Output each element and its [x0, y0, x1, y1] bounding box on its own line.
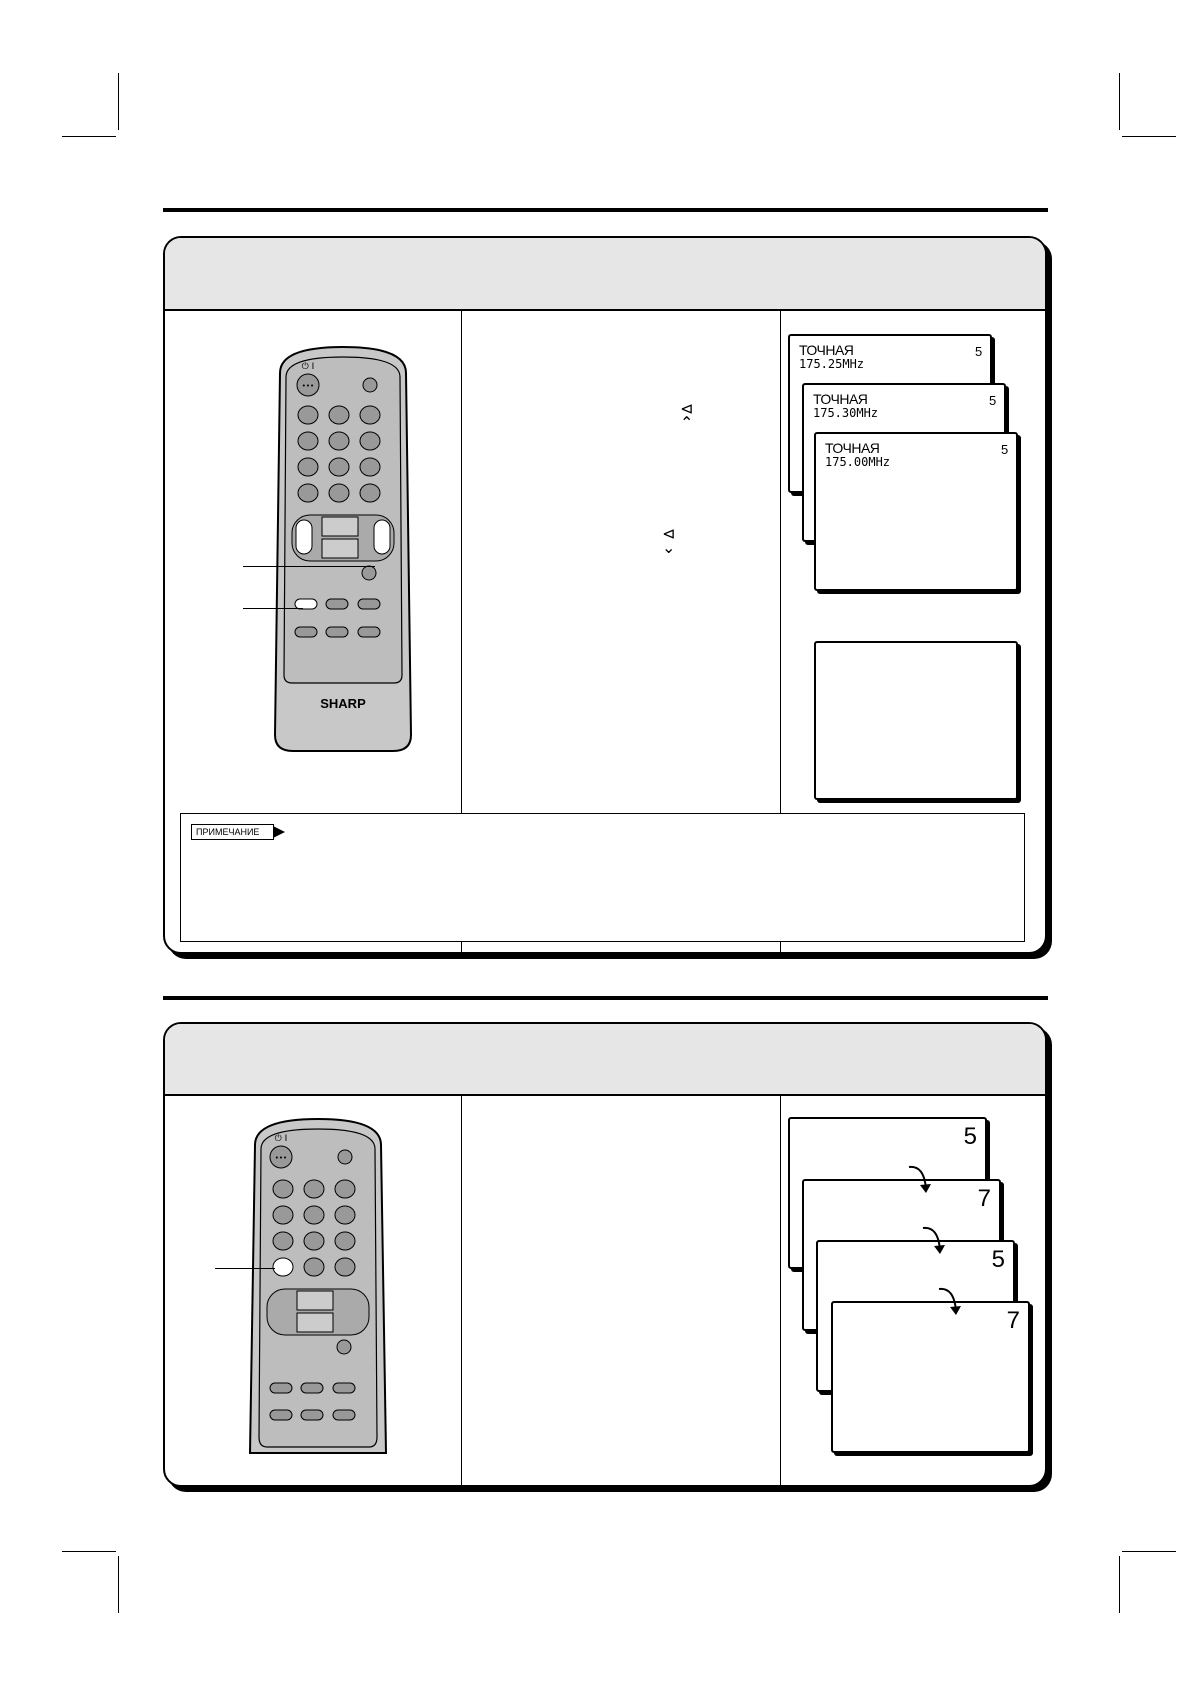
crop-mark — [118, 73, 119, 130]
screen-frequency: 175.25MHz — [799, 357, 865, 371]
svg-text:SHARP: SHARP — [320, 696, 366, 711]
screen-frequency: 175.00MHz — [825, 455, 891, 469]
tv-screen — [814, 432, 1018, 591]
remote-control-illustration — [268, 345, 418, 755]
svg-text:⏻ I: ⏻ I — [301, 362, 315, 372]
curved-arrow-icon — [906, 1163, 936, 1197]
panel-header — [165, 238, 1045, 311]
column-divider — [780, 1096, 781, 1485]
curved-arrow-icon — [936, 1285, 966, 1319]
callout-line — [243, 566, 375, 567]
column-divider — [461, 1096, 462, 1485]
volume-down-icon: ⊲ ⌄ — [662, 524, 676, 557]
section-rule — [163, 996, 1048, 1000]
svg-text:⏻ I: ⏻ I — [274, 1134, 288, 1144]
tv-screen-blank — [814, 641, 1018, 800]
screen-channel: 7 — [1006, 1307, 1020, 1334]
screen-channel: 7 — [977, 1185, 991, 1212]
panel-header — [165, 1024, 1045, 1096]
section-rule — [163, 208, 1048, 212]
screen-channel: 5 — [989, 393, 997, 408]
crop-mark — [1122, 1551, 1176, 1552]
note-box — [180, 813, 1025, 942]
crop-mark — [1119, 73, 1120, 130]
tv-screen — [831, 1301, 1030, 1453]
screen-frequency: 175.30MHz — [813, 406, 879, 420]
callout-line — [215, 1268, 275, 1269]
volume-up-icon: ⊲ ⌃ — [680, 399, 694, 432]
crop-mark — [118, 1556, 119, 1613]
screen-mode-label: ТОЧНАЯ — [813, 391, 868, 407]
note-label: ПРИМЕЧАНИЕ — [191, 824, 274, 840]
screen-channel: 5 — [991, 1246, 1005, 1273]
screen-channel: 5 — [963, 1123, 977, 1150]
screen-mode-label: ТОЧНАЯ — [825, 440, 880, 456]
screen-mode-label: ТОЧНАЯ — [799, 342, 854, 358]
crop-mark — [1119, 1556, 1120, 1613]
remote-control-illustration — [243, 1117, 393, 1454]
svg-text:•••: ••• — [301, 382, 315, 390]
screen-channel: 5 — [1001, 442, 1009, 457]
screen-channel: 5 — [975, 344, 983, 359]
crop-mark — [62, 1551, 116, 1552]
crop-mark — [62, 136, 116, 137]
callout-line — [243, 608, 303, 609]
crop-mark — [1122, 136, 1176, 137]
svg-text:•••: ••• — [274, 1154, 288, 1162]
curved-arrow-icon — [920, 1224, 950, 1258]
